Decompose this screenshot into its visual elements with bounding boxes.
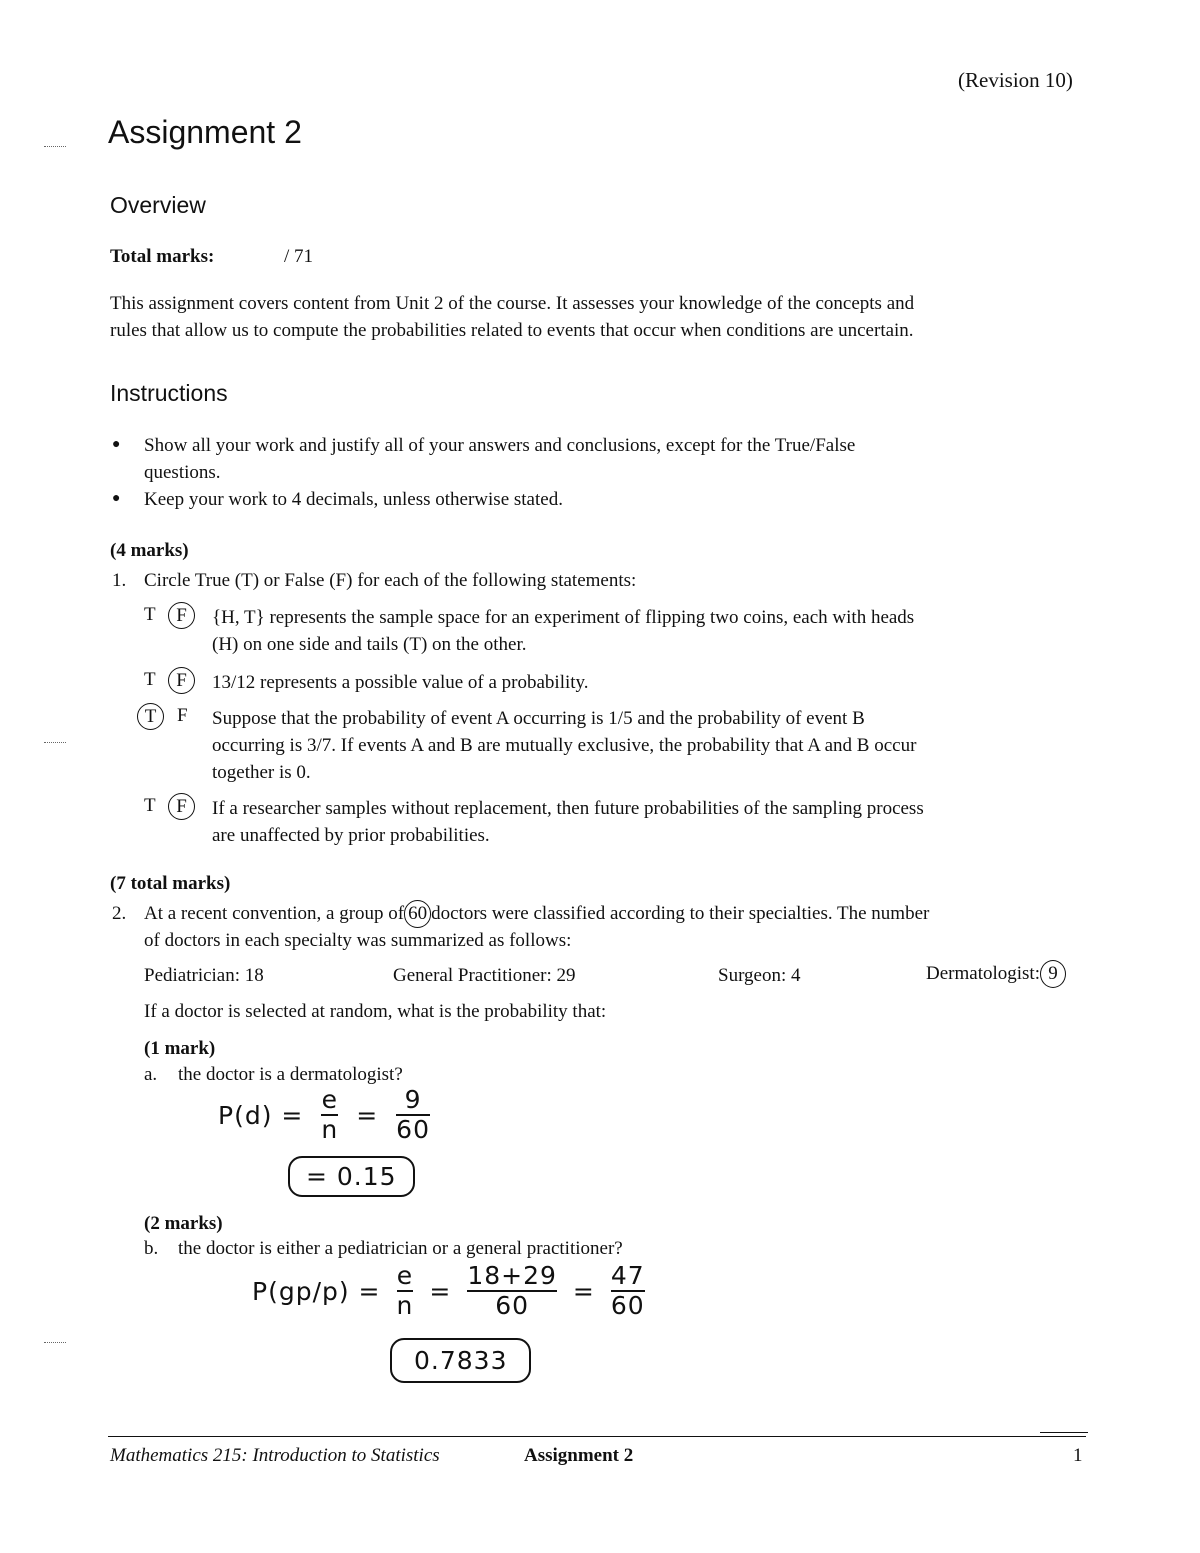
frac-den: 60 — [610, 1291, 645, 1320]
hand-lhs: P(d) = — [218, 1100, 304, 1130]
q2-marks: (7 total marks) — [110, 873, 231, 894]
hand-fraction — [321, 1086, 338, 1144]
q2-text: At a recent convention, a group of — [144, 903, 405, 924]
statement-text: together is 0. — [212, 762, 311, 783]
total-marks-label: Total marks: — [110, 246, 215, 267]
false-option-circled[interactable]: F — [168, 793, 195, 820]
handwritten-work-a — [218, 1086, 430, 1144]
overview-paragraph-line: This assignment covers content from Unit 2 of the course. It assesses your knowledge of the concepts and — [110, 293, 915, 314]
false-option[interactable]: F — [177, 705, 188, 726]
part-a-label: a. — [144, 1064, 158, 1085]
specialty-pediatrician: Pediatrician: 18 — [144, 965, 264, 986]
margin-mark — [44, 742, 66, 743]
statement-text: (H) on one side and tails (T) on the other. — [212, 634, 527, 655]
frac-num: 9 — [404, 1085, 422, 1114]
false-option-circled[interactable]: F — [168, 667, 195, 694]
true-option[interactable]: T — [144, 795, 156, 816]
q2-text: of doctors in each specialty was summarized as follows: — [144, 930, 572, 951]
statement-text: Suppose that the probability of event A occurring is 1/5 and the probability of event B — [212, 708, 865, 729]
q1-marks: (4 marks) — [110, 540, 189, 561]
true-option[interactable]: T — [144, 604, 156, 625]
frac-den: 60 — [396, 1115, 430, 1144]
specialty-dermatologist — [926, 960, 1066, 988]
margin-mark — [44, 1342, 66, 1343]
footer-rule — [108, 1436, 1086, 1437]
specialty-gp: General Practitioner: 29 — [393, 965, 576, 986]
circled-number: 60 — [404, 900, 431, 928]
hand-fraction — [397, 1262, 414, 1320]
part-b-marks: (2 marks) — [144, 1213, 223, 1234]
false-option-circled[interactable]: F — [168, 602, 195, 629]
true-option-circled[interactable]: T — [137, 703, 164, 730]
hand-eq: = — [356, 1100, 379, 1130]
bullet-dot: ● — [112, 437, 121, 452]
circled-number: 9 — [1040, 960, 1066, 988]
q2-text-line — [144, 900, 929, 928]
overview-heading: Overview — [110, 192, 206, 218]
instruction-text: Show all your work and justify all of your answers and conclusions, except for the True/False — [144, 435, 856, 456]
part-b-text: the doctor is either a pediatrician or a general practitioner? — [178, 1238, 623, 1259]
handwritten-answer-b: 0.7833 — [390, 1338, 531, 1383]
instructions-heading: Instructions — [110, 380, 228, 406]
statement-text: are unaffected by prior probabilities. — [212, 825, 490, 846]
statement-text: If a researcher samples without replacement, then future probabilities of the sampling process — [212, 798, 924, 819]
frac-den: 60 — [495, 1291, 530, 1320]
footer-assignment: Assignment 2 — [524, 1445, 634, 1466]
footer-page-number: 1 — [1073, 1445, 1083, 1466]
overview-paragraph-line: rules that allow us to compute the probabilities related to events that occur when conditions are uncertain. — [110, 320, 914, 341]
instruction-text: questions. — [144, 462, 221, 483]
footer-course: Mathematics 215: Introduction to Statistics — [110, 1445, 440, 1466]
part-b-label: b. — [144, 1238, 159, 1259]
frac-den: n — [321, 1115, 339, 1144]
handwritten-work-b — [252, 1262, 645, 1320]
frac-den: n — [396, 1291, 414, 1320]
hand-eq: = — [429, 1276, 452, 1306]
frac-num: e — [396, 1261, 414, 1290]
statement-text: 13/12 represents a possible value of a probability. — [212, 672, 589, 693]
page-title: Assignment 2 — [108, 114, 302, 150]
frac-num: 47 — [610, 1261, 645, 1290]
statement-text: {H, T} represents the sample space for an experiment of flipping two coins, each with heads — [212, 607, 915, 628]
hand-lhs: P(gp/p) = — [252, 1276, 381, 1306]
q2-number: 2. — [112, 903, 127, 924]
bullet-dot: ● — [112, 491, 121, 506]
handwritten-answer-a: = 0.15 — [288, 1156, 415, 1197]
q2-random-prompt: If a doctor is selected at random, what is the probability that: — [144, 1001, 607, 1022]
dermatologist-label: Dermatologist: — [926, 963, 1040, 984]
instruction-text: Keep your work to 4 decimals, unless otherwise stated. — [144, 489, 563, 510]
specialty-surgeon: Surgeon: 4 — [718, 965, 801, 986]
hand-fraction — [611, 1262, 645, 1320]
q2-text: doctors were classified according to their specialties. The number — [431, 903, 930, 924]
revision-label: (Revision 10) — [958, 68, 1073, 92]
hand-fraction — [467, 1262, 557, 1320]
hand-fraction — [396, 1086, 430, 1144]
total-marks-value: / 71 — [284, 246, 314, 267]
frac-num: e — [321, 1085, 338, 1114]
footer-rule-extra — [1040, 1432, 1088, 1433]
part-a-text: the doctor is a dermatologist? — [178, 1064, 403, 1085]
true-option[interactable]: T — [144, 669, 156, 690]
hand-eq: = — [572, 1276, 595, 1306]
q1-prompt: Circle True (T) or False (F) for each of the following statements: — [144, 570, 637, 591]
statement-text: occurring is 3/7. If events A and B are mutually exclusive, the probability that A and B occur — [212, 735, 917, 756]
margin-mark — [44, 146, 66, 147]
part-a-marks: (1 mark) — [144, 1038, 216, 1059]
q1-number: 1. — [112, 570, 127, 591]
frac-num: 18+29 — [467, 1261, 557, 1290]
